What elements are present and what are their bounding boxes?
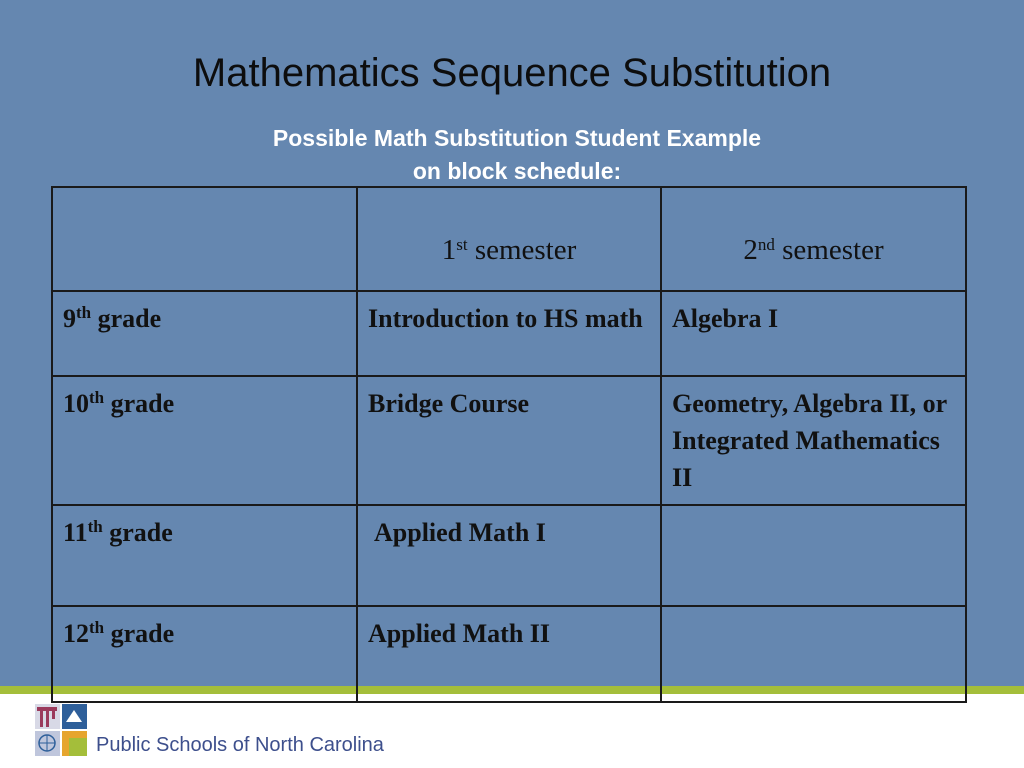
table-header-row — [52, 187, 966, 291]
semester-2-cell: Geometry, Algebra II, or Integrated Mathematics II — [661, 376, 966, 505]
table-row — [52, 505, 966, 606]
table-row — [52, 376, 966, 505]
semester-2-cell — [661, 606, 966, 702]
semester-1-cell: Applied Math I — [357, 505, 661, 606]
semester-1-cell: Applied Math II — [357, 606, 661, 702]
semester-2-cell — [661, 505, 966, 606]
slide-subtitle — [0, 122, 1024, 188]
semester-2-cell: Algebra I — [661, 291, 966, 376]
subtitle-line-1: Possible Math Substitution Student Example — [272, 125, 762, 151]
table-row — [52, 291, 966, 376]
ncdpi-logo-icon — [33, 702, 91, 760]
grade-cell: 11th grade — [52, 505, 357, 606]
header-semester-1: 1st semester — [357, 187, 661, 291]
subtitle-line-2: on block schedule: — [412, 158, 622, 184]
grade-cell: 10th grade — [52, 376, 357, 505]
header-corner-cell — [52, 187, 357, 291]
footer-org-name: Public Schools of North Carolina — [96, 734, 384, 756]
schedule-table — [51, 186, 967, 703]
slide-title: Mathematics Sequence Substitution — [192, 51, 832, 95]
grade-cell: 12th grade — [52, 606, 357, 702]
table-row — [52, 606, 966, 702]
header-semester-2: 2nd semester — [661, 187, 966, 291]
semester-1-cell: Bridge Course — [357, 376, 661, 505]
semester-1-cell: Introduction to HS math — [357, 291, 661, 376]
grade-cell: 9th grade — [52, 291, 357, 376]
